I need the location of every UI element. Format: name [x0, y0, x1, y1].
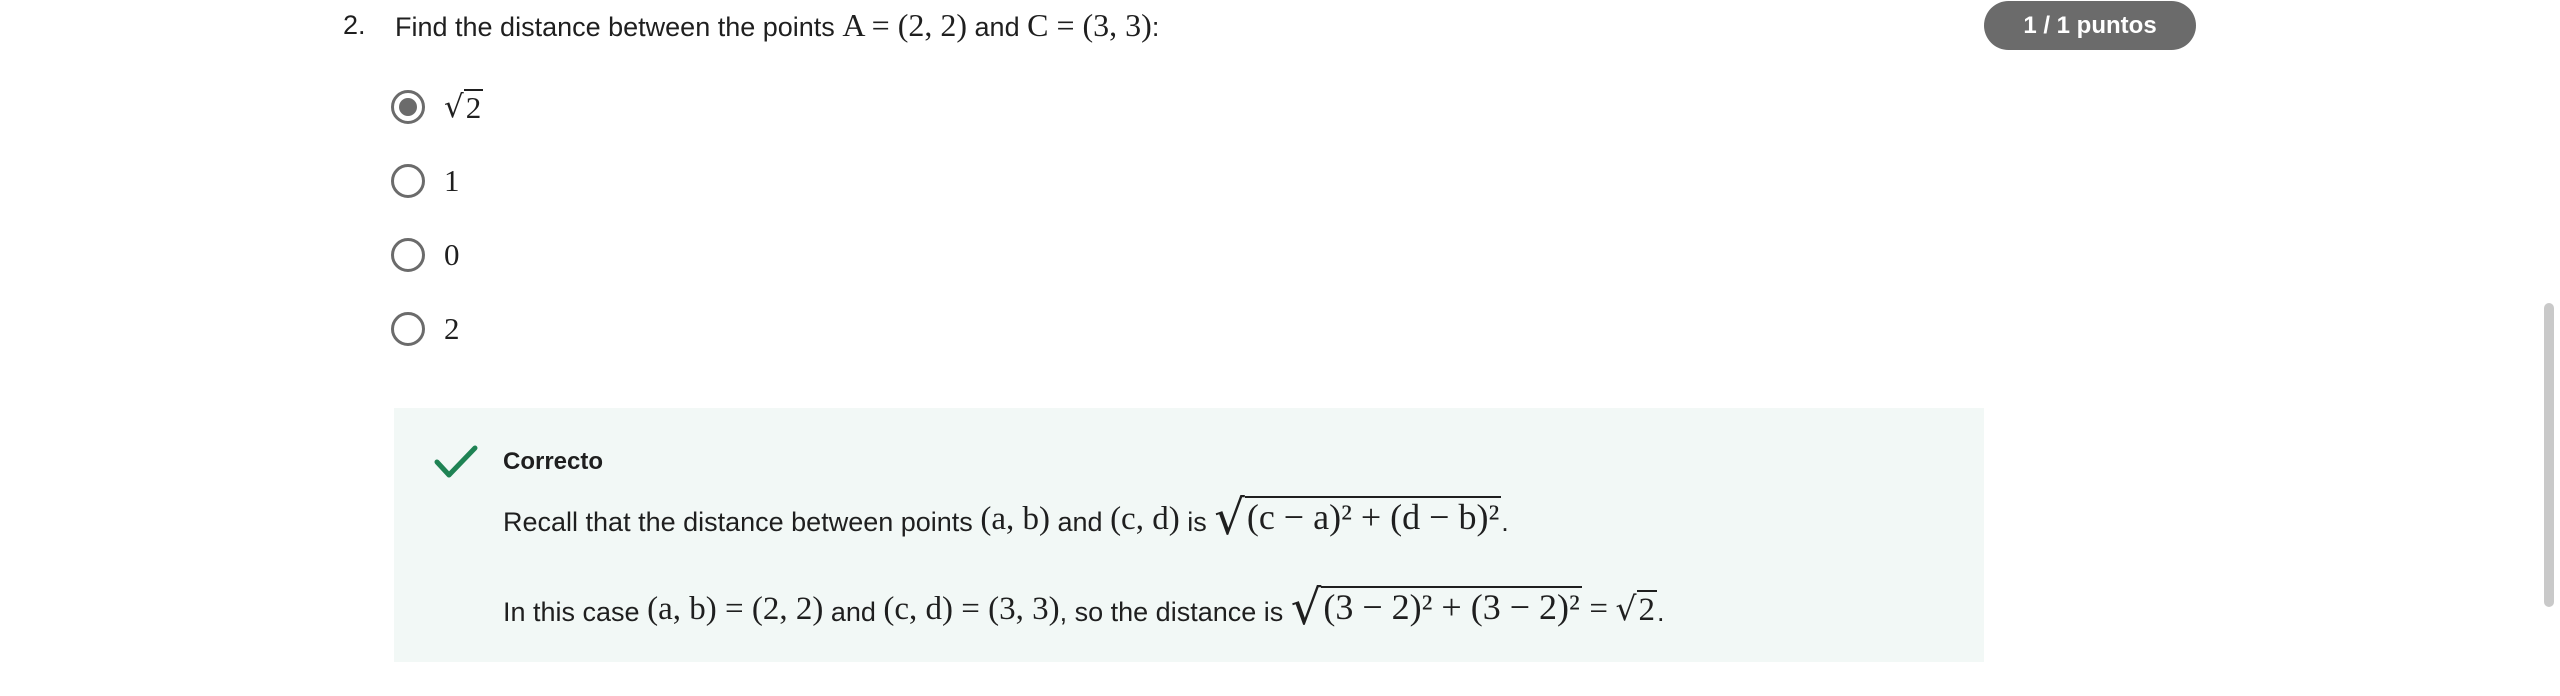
question-number: 2. [343, 10, 366, 40]
score-badge: 1 / 1 puntos [1984, 1, 2196, 50]
option-label: 2 [444, 311, 460, 346]
question-text [395, 8, 1159, 44]
feedback-text: and [1057, 507, 1103, 537]
radio-button[interactable] [391, 312, 425, 346]
feedback-text: , so the distance is [1059, 597, 1284, 627]
radio-button-selected[interactable] [391, 90, 425, 124]
pair-ab: (a, b) [980, 501, 1050, 537]
feedback-title: Correcto [503, 448, 604, 475]
distance-formula: √ (c − a)² + (d − b)² [1214, 490, 1500, 546]
option-sqrt2[interactable] [391, 85, 483, 129]
eq-cd: (c, d) = (3, 3) [883, 591, 1060, 627]
feedback-line-1 [503, 490, 1509, 546]
option-2[interactable] [391, 307, 460, 351]
feedback-text: is [1187, 507, 1207, 537]
result-sqrt: √ 2 [1615, 589, 1655, 628]
eq-ab: (a, b) = (2, 2) [647, 591, 824, 627]
radio-button[interactable] [391, 238, 425, 272]
equals-sign: = [1589, 591, 1608, 627]
feedback-text: In this case [503, 597, 640, 627]
point-a: A = (2, 2) [842, 7, 968, 43]
radio-button[interactable] [391, 164, 425, 198]
option-label: 0 [444, 237, 460, 272]
scrollbar-thumb[interactable] [2544, 303, 2554, 607]
option-label [444, 89, 483, 125]
feedback-text: . [1501, 507, 1509, 537]
option-label: 1 [444, 163, 460, 198]
feedback-text: Recall that the distance between points [503, 507, 973, 537]
option-0[interactable] [391, 233, 460, 277]
pair-cd: (c, d) [1110, 501, 1180, 537]
feedback-text: . [1657, 597, 1665, 627]
question-prefix: Find the distance between the points [395, 12, 835, 42]
option-1[interactable] [391, 159, 460, 203]
distance-computation: √ (3 − 2)² + (3 − 2)² [1290, 580, 1580, 636]
sqrt-symbol: √ 2 [444, 89, 482, 126]
feedback-text: and [830, 597, 876, 627]
check-icon [434, 444, 478, 480]
question-suffix: : [1151, 12, 1160, 42]
question-connector: and [974, 12, 1020, 42]
feedback-panel [394, 408, 1984, 662]
point-c: C = (3, 3) [1027, 7, 1152, 43]
feedback-line-2 [503, 580, 1665, 636]
